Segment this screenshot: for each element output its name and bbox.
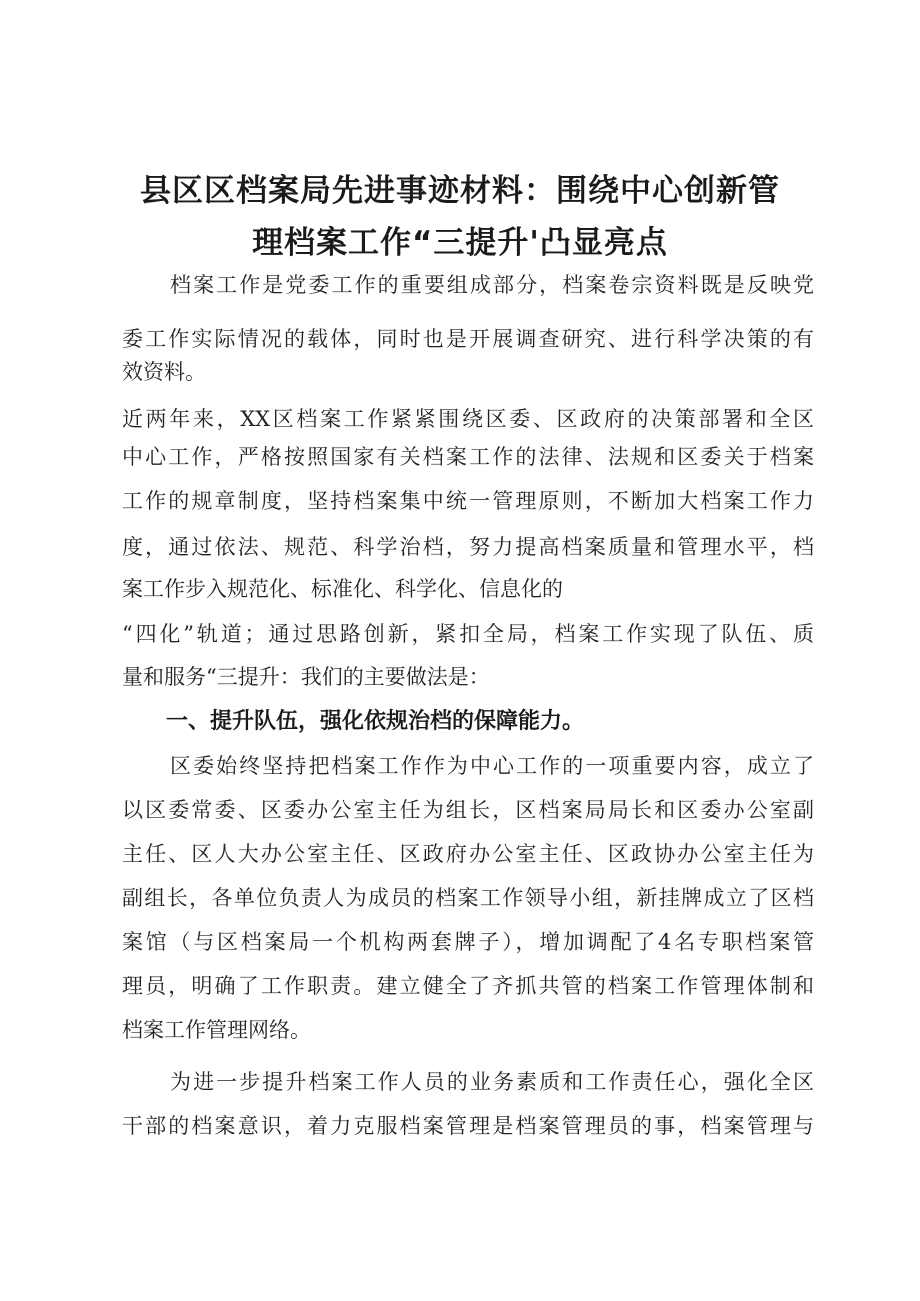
paragraph-line: 效资料。 <box>122 360 206 384</box>
paragraph-line: 案工作步入规范化、标准化、科学化、信息化的 <box>122 577 563 601</box>
paragraph-line: 案馆（与区档案局一个机构两套牌子），增加调配了4名专职档案管 <box>122 930 814 954</box>
paragraph-line: 量和服务“三提升：我们的主要做法是： <box>122 665 490 689</box>
paragraph-line: 主任、区人大办公室主任、区政府办公室主任、区政协办公室主任为 <box>122 842 814 866</box>
paragraph-line: 工作的规章制度，坚持档案集中统一管理原则，不断加大档案工作力 <box>122 489 814 513</box>
paragraph-line: 以区委常委、区委办公室主任为组长，区档案局局长和区委办公室副 <box>122 798 814 822</box>
paragraph-line: 区委始终坚持把档案工作作为中心工作的一项重要内容，成立了 <box>170 754 814 778</box>
paragraph-line: “四化”轨道；通过思路创新，紧扣全局，档案工作实现了队伍、质 <box>122 622 814 646</box>
paragraph-line: 档案工作管理网络。 <box>122 1018 311 1042</box>
paragraph-line: 理员，明确了工作职责。建立健全了齐抓共管的档案工作管理体制和 <box>122 974 814 998</box>
paragraph-line: 副组长，各单位负责人为成员的档案工作领导小组，新挂牌成立了区档 <box>122 886 814 910</box>
section-heading: 一、提升队伍，强化依规治档的保障能力。 <box>166 709 585 734</box>
document-title-line-1: 县区区档案局先进事迹材料：围绕中心创新管 <box>140 173 780 209</box>
paragraph-line: 为进一步提升档案工作人员的业务素质和工作责任心，强化全区 <box>170 1070 814 1094</box>
paragraph-line: 近两年来，XX区档案工作紧紧围绕区委、区政府的决策部署和全区 <box>122 407 814 431</box>
paragraph-line: 委工作实际情况的载体，同时也是开展调查研究、进行科学决策的有 <box>122 327 814 351</box>
paragraph-line: 中心工作，严格按照国家有关档案工作的法律、法规和区委关于档案 <box>122 445 814 469</box>
paragraph-line: 档案工作是党委工作的重要组成部分，档案卷宗资料既是反映党 <box>170 273 814 297</box>
document-title-line-2: 理档案工作“三提升'凸显亮点 <box>252 225 668 261</box>
paragraph-line: 干部的档案意识，着力克服档案管理是档案管理员的事，档案管理与 <box>122 1114 814 1138</box>
paragraph-line: 度，通过依法、规范、科学治档，努力提高档案质量和管理水平，档 <box>122 535 814 559</box>
